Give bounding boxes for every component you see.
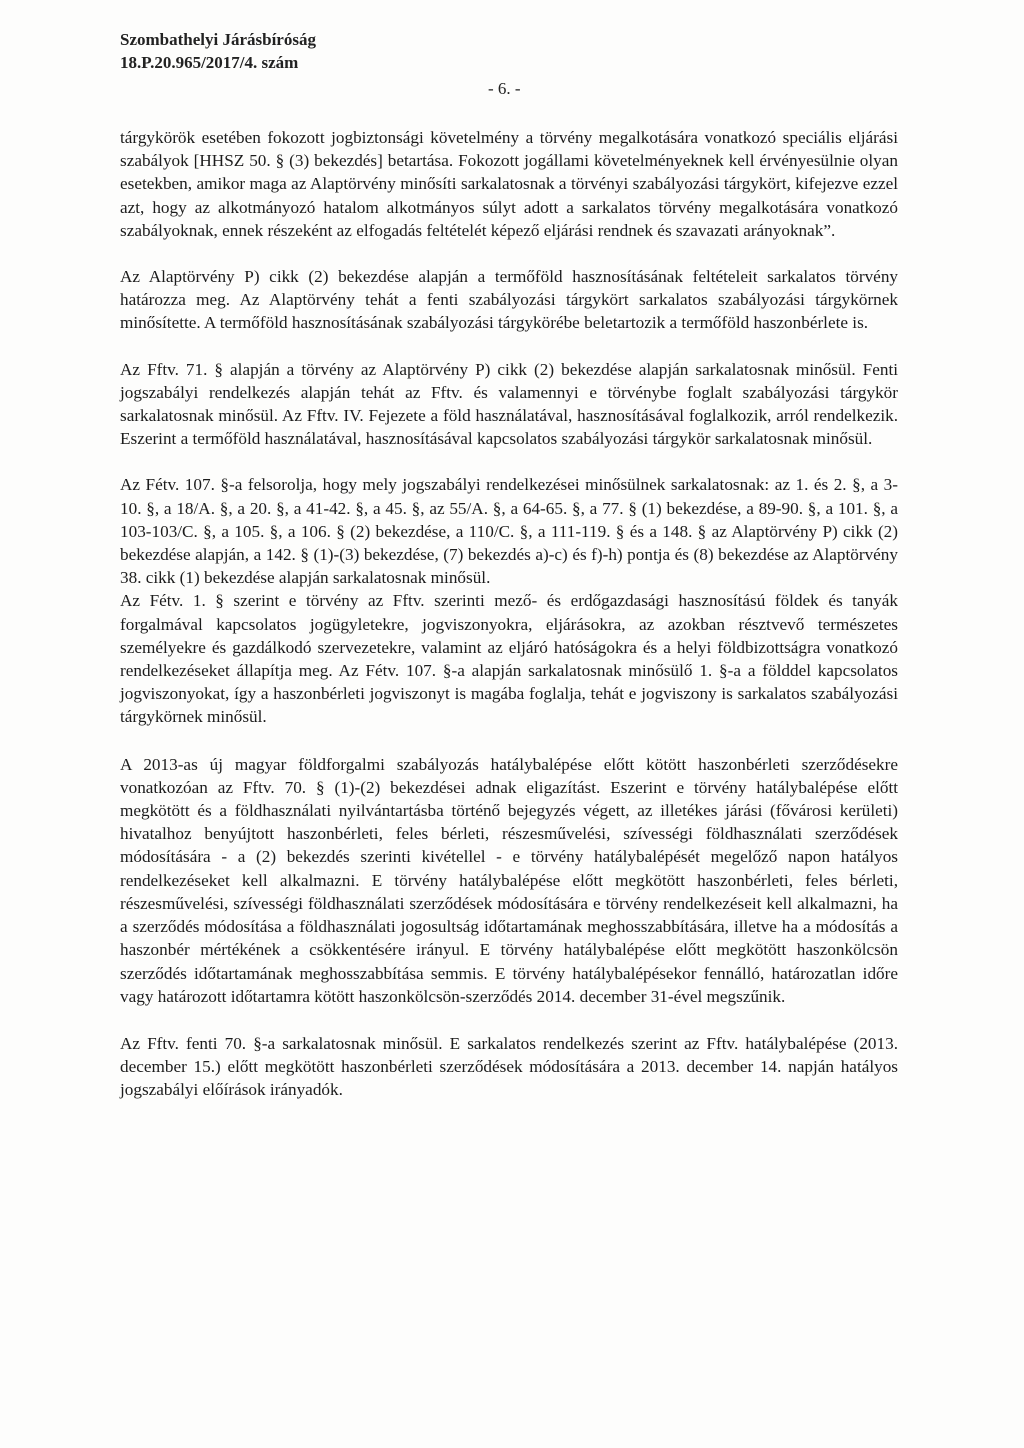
court-name: Szombathelyi Járásbíróság bbox=[120, 30, 316, 49]
paragraph-2: Az Alaptörvény P) cikk (2) bekezdése alapján a termőföld hasznosításának feltételeit sarkalatos törvény határozza meg. Az Alaptörvény tehát a fenti szabályozási tárgykört sarkalatos szabályozási tárgykörnek minősítette. A termőföld hasznosításának szabályozási tárgykörébe beletartozik a termőföld haszonbérlete is. bbox=[120, 267, 898, 333]
paragraph-3: Az Fftv. 71. § alapján a törvény az Alaptörvény P) cikk (2) bekezdése alapján sarkalatosnak minősül. Fenti jogszabályi rendelkezés alapján tehát az Fftv. és valamennyi e törvénybe foglalt szabályozási tárgykör sarkalatosnak minősül. Az Fftv. IV. Fejezete a föld használatával, hasznosításával foglalkozik, arról rendelkezik. Eszerint a termőföld használatával, hasznosításával kapcsolatos szabályozási tárgykör sarkalatosnak minősül. bbox=[120, 359, 898, 449]
paragraph-5: Az Fétv. 1. § szerint e törvény az Fftv. szerinti mező- és erdőgazdasági hasznosítású földek és tanyák forgalmával kapcsolatos jogügyletekre, jogviszonyokra, eljárásokra, az azokban résztvevő természetes személyekre és gazdálkodó szervezetekre, valamint az eljáró hatóságokra és a helyi földbizottságra vonatkozó rendelkezéseket állapítja meg. Az Fétv. 107. §-a alapján sarkalatosnak minősülő 1. §-a a földdel kapcsolatos jogviszonyokat, így a haszonbérleti jogviszonyt is magába foglalja, tehát e jogviszony is sarkalatos szabályozási tárgykörnek minősül. bbox=[120, 591, 898, 727]
case-number: 18.P.20.965/2017/4. szám bbox=[120, 53, 299, 72]
paragraph-4: Az Fétv. 107. §-a felsorolja, hogy mely jogszabályi rendelkezései minősülnek sarkalatosnak: az 1. és 2. §, a 3-10. §, a 18/A. §, a 20. §, a 41-42. §, a 45. §, az 55/A. §, a 64-65. §, a 77. § (1) bekezdése, a 89-90. §, a 101. §, a 103-103/C. §, a 105. §, a 106. § (2) bekezdése, a 110/C. §, a 111-119. § és a 148. § az Alaptörvény P) cikk (2) bekezdése alapján, a 142. § (1)-(3) bekezdése, (7) bekezdés a)-c) és f)-h) pontja és (8) bekezdése az Alaptörvény 38. cikk (1) bekezdése alapján sarkalatosnak minősül. bbox=[120, 475, 898, 588]
document-header bbox=[120, 28, 316, 74]
document-body bbox=[120, 126, 898, 1102]
paragraph-7: Az Fftv. fenti 70. §-a sarkalatosnak minősül. E sarkalatos rendelkezés szerint az Fftv. hatálybalépése (2013. december 15.) előtt megkötött haszonbérleti szerződések módosítására a 2013. december 14. napján hatályos jogszabályi előírások irányadók. bbox=[120, 1033, 898, 1100]
page-number: - 6. - bbox=[488, 79, 521, 98]
paragraph-6: A 2013-as új magyar földforgalmi szabályozás hatálybalépése előtt kötött haszonbérleti szerződésekre vonatkozóan az Fftv. 70. § (1)-(2) bekezdései adnak eligazítást. Eszerint e törvény hatálybalépése előtt megkötött és a földhasználati nyilvántartásba történő bejegyzés végett, az illetékes járási (fővárosi kerületi) hivatalhoz benyújtott haszonbérleti, feles bérleti, részesművelési, szívességi földhasználati szerződések módosítására - a (2) bekezdés szerinti kivétellel - e törvény hatálybalépését megelőző napon hatályos rendelkezéseket kell alkalmazni. E törvény hatálybalépése előtt megkötött haszonbérleti, feles bérleti, részesművelési, szívességi földhasználati szerződések módosítására e törvény rendelkezéseit kell alkalmazni, ha a szerződés módosítása a földhasználati jogosultság időtartamának meghosszabbítására, illetve ha a módosítás a haszonbér mértékének a csökkentésére irányul. E törvény hatálybalépése előtt megkötött haszonkölcsön szerződés időtartamának meghosszabbítása semmis. E törvény hatálybalépésekor fennálló, határozatlan időre vagy határozott időtartamra kötött haszonkölcsön-szerződés 2014. december 31-ével megszűnik. bbox=[120, 754, 898, 1006]
paragraph-1: tárgykörök esetében fokozott jogbiztonsági követelmény a törvény megalkotására vonatkozó speciális eljárási szabályok [HHSZ 50. § (3) bekezdés] betartása. Fokozott jogállami követelményeknek kell érvényesülnie olyan esetekben, amikor maga az Alaptörvény minősíti sarkalatosnak a törvényi szabályozási tárgykört, kifejezve ezzel azt, hogy az alkotmányozó hatalom alkotmányos súlyt adott a sarkalatos törvény megalkotására vonatkozó szabályoknak, ennek részeként az elfogadás feltételét képező eljárási rendnek és szavazati arányoknak”. bbox=[120, 128, 898, 240]
